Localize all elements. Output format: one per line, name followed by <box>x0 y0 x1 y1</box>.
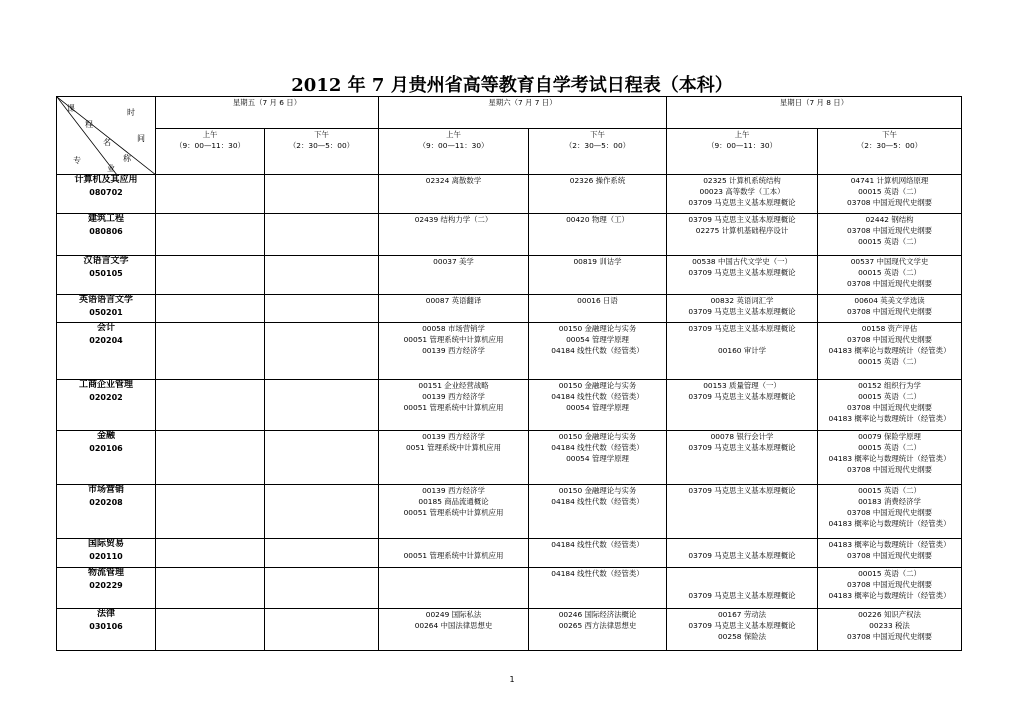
exam-subject: 04184 线性代数（经管类） <box>551 497 644 506</box>
exam-subject: 03708 中国近现代史纲要 <box>847 508 932 517</box>
corner-label: 名 <box>103 138 111 147</box>
exam-cell <box>529 431 667 485</box>
exam-cell <box>379 380 529 431</box>
exam-subject: 03709 马克思主义基本原理概论 <box>688 307 796 316</box>
exam-cell <box>156 431 265 485</box>
major-code: 020110 <box>89 552 123 561</box>
pm-time: （2：30—5：00） <box>564 141 631 150</box>
exam-subject: 00604 英美文学选读 <box>854 296 925 305</box>
exam-subject: 00015 英语（二） <box>858 486 921 495</box>
day-header-sunday: 星期日（7 月 8 日） <box>667 97 962 129</box>
exam-cell <box>156 256 265 295</box>
exam-subject: 00015 英语（二） <box>858 357 921 366</box>
exam-cell <box>667 568 818 609</box>
exam-cell <box>379 323 529 380</box>
exam-subject: 00058 市场营销学 <box>422 324 485 333</box>
session-header-pm <box>265 129 379 175</box>
am-label: 上午 <box>734 130 750 139</box>
exam-subject: 02275 计算机基础程序设计 <box>695 226 789 235</box>
exam-subject: 03709 马克思主义基本原理概论 <box>688 486 796 495</box>
major-cell <box>57 485 156 539</box>
day-header-saturday: 星期六（7 月 7 日） <box>379 97 667 129</box>
exam-subject: 03708 中国近现代史纲要 <box>847 551 932 560</box>
exam-subject: 04183 概率论与数理统计（经管类） <box>828 591 951 600</box>
exam-cell <box>667 214 818 256</box>
exam-subject: 00246 国际经济法概论 <box>558 610 637 619</box>
exam-subject: 03708 中国近现代史纲要 <box>847 465 932 474</box>
exam-subject: 00150 金融理论与实务 <box>558 486 637 495</box>
major-name: 建筑工程 <box>87 214 124 224</box>
exam-subject <box>669 568 815 579</box>
exam-subject: 02324 离散数学 <box>425 176 482 185</box>
exam-subject: 00152 组织行为学 <box>858 381 921 390</box>
major-code: 020204 <box>89 336 123 345</box>
exam-subject: 02439 结构力学（二） <box>414 215 493 224</box>
major-cell <box>57 323 156 380</box>
exam-cell <box>667 295 818 323</box>
exam-subject: 00249 国际私法 <box>425 610 482 619</box>
exam-subject: 0051 管理系统中计算机应用 <box>405 443 502 452</box>
major-cell <box>57 431 156 485</box>
exam-cell <box>379 214 529 256</box>
exam-cell <box>529 539 667 568</box>
exam-cell <box>265 539 379 568</box>
exam-subject: 03709 马克思主义基本原理概论 <box>688 392 796 401</box>
exam-subject: 04183 概率论与数理统计（经管类） <box>828 454 951 463</box>
major-name: 市场营销 <box>87 485 124 495</box>
major-code: 020202 <box>89 393 123 402</box>
major-name: 工商企业管理 <box>78 380 133 390</box>
exam-subject <box>669 334 815 345</box>
exam-cell <box>265 295 379 323</box>
major-name: 国际贸易 <box>87 539 124 549</box>
exam-subject: 04183 概率论与数理统计（经管类） <box>828 519 951 528</box>
exam-subject: 00015 英语（二） <box>858 443 921 452</box>
exam-subject: 00051 管理系统中计算机应用 <box>403 551 504 560</box>
exam-subject: 00016 日语 <box>577 296 618 305</box>
corner-label: 称 <box>123 154 131 163</box>
exam-cell <box>818 485 962 539</box>
exam-cell <box>265 175 379 214</box>
pm-time: （2：30—5：00） <box>288 141 355 150</box>
major-name: 法律 <box>96 609 115 619</box>
exam-subject: 03708 中国近现代史纲要 <box>847 580 932 589</box>
exam-cell <box>156 214 265 256</box>
exam-cell <box>379 485 529 539</box>
exam-cell <box>265 485 379 539</box>
exam-subject: 00183 消费经济学 <box>858 497 921 506</box>
exam-subject: 00054 管理学原理 <box>566 335 629 344</box>
exam-cell <box>379 295 529 323</box>
exam-cell <box>667 256 818 295</box>
header-corner-cell <box>57 97 156 175</box>
exam-subject: 00258 保险法 <box>717 632 767 641</box>
exam-subject: 00139 西方经济学 <box>422 486 485 495</box>
exam-subject: 00537 中国现代文学史 <box>850 257 929 266</box>
corner-label: 业 <box>107 164 115 173</box>
exam-cell <box>818 295 962 323</box>
major-name: 汉语言文学 <box>83 256 129 266</box>
exam-subject: 00150 金融理论与实务 <box>558 381 637 390</box>
exam-cell <box>529 256 667 295</box>
corner-label: 间 <box>137 134 145 143</box>
exam-cell <box>818 568 962 609</box>
major-cell <box>57 609 156 651</box>
exam-subject: 03708 中国近现代史纲要 <box>847 279 932 288</box>
exam-subject: 03709 马克思主义基本原理概论 <box>688 621 796 630</box>
exam-subject: 03708 中国近现代史纲要 <box>847 632 932 641</box>
exam-subject <box>381 539 526 550</box>
major-code: 080806 <box>89 227 123 236</box>
major-name: 会计 <box>96 323 115 333</box>
exam-subject: 00015 英语（二） <box>858 237 921 246</box>
major-cell <box>57 256 156 295</box>
exam-cell <box>379 175 529 214</box>
exam-subject: 00054 管理学原理 <box>566 454 629 463</box>
exam-subject: 00139 西方经济学 <box>422 432 485 441</box>
exam-subject: 03708 中国近现代史纲要 <box>847 198 932 207</box>
exam-subject: 04184 线性代数（经管类） <box>551 443 644 452</box>
exam-cell <box>156 380 265 431</box>
session-header-am <box>379 129 529 175</box>
exam-cell <box>818 380 962 431</box>
exam-cell <box>156 485 265 539</box>
exam-cell <box>818 214 962 256</box>
exam-subject: 02442 钢结构 <box>865 215 914 224</box>
exam-subject <box>669 539 815 550</box>
session-header-pm <box>818 129 962 175</box>
pm-label: 下午 <box>882 130 897 139</box>
exam-subject: 03708 中国近现代史纲要 <box>847 335 932 344</box>
exam-cell <box>529 175 667 214</box>
exam-subject: 03708 中国近现代史纲要 <box>847 307 932 316</box>
table-row <box>57 539 962 568</box>
exam-cell <box>667 539 818 568</box>
exam-cell <box>529 609 667 651</box>
exam-subject <box>669 579 815 590</box>
exam-cell <box>156 295 265 323</box>
exam-cell <box>379 539 529 568</box>
exam-cell <box>818 323 962 380</box>
exam-subject: 00015 英语（二） <box>858 187 921 196</box>
exam-cell <box>156 175 265 214</box>
pm-label: 下午 <box>590 130 605 139</box>
major-code: 050105 <box>89 269 123 278</box>
exam-subject: 00037 美学 <box>433 257 474 266</box>
exam-subject: 00139 西方经济学 <box>422 346 485 355</box>
exam-subject: 00151 企业经营战略 <box>418 381 489 390</box>
exam-subject: 04741 计算机网络原理 <box>850 176 929 185</box>
exam-cell <box>265 431 379 485</box>
page-title: 2012 年 7 月贵州省高等教育自学考试日程表（本科） <box>291 75 733 96</box>
am-time: （9：00—11：30） <box>175 141 245 150</box>
pm-label: 下午 <box>314 130 329 139</box>
exam-subject: 00420 物理（工） <box>566 215 629 224</box>
exam-cell <box>265 609 379 651</box>
exam-cell <box>265 323 379 380</box>
exam-cell <box>265 256 379 295</box>
major-code: 050201 <box>89 308 123 317</box>
table-row <box>57 295 962 323</box>
exam-subject: 00015 英语（二） <box>858 569 921 578</box>
exam-cell <box>667 323 818 380</box>
exam-subject: 03708 中国近现代史纲要 <box>847 226 932 235</box>
major-cell <box>57 214 156 256</box>
day-header-friday: 星期五（7 月 6 日） <box>156 97 379 129</box>
exam-subject: 00160 审计学 <box>717 346 767 355</box>
exam-subject: 00226 知识产权法 <box>858 610 921 619</box>
major-cell <box>57 568 156 609</box>
exam-subject: 00185 商品流通概论 <box>418 497 489 506</box>
exam-cell <box>529 485 667 539</box>
exam-subject: 04184 线性代数（经管类） <box>551 540 644 549</box>
exam-cell <box>529 323 667 380</box>
exam-cell <box>667 609 818 651</box>
exam-subject: 00051 管理系统中计算机应用 <box>403 335 504 344</box>
table-row <box>57 256 962 295</box>
exam-subject: 03709 马克思主义基本原理概论 <box>688 198 796 207</box>
am-time: （9：00—11：30） <box>418 141 489 150</box>
exam-subject: 00023 高等数学（工本） <box>699 187 785 196</box>
exam-cell <box>667 431 818 485</box>
exam-subject: 00819 训诂学 <box>573 257 622 266</box>
exam-subject: 03709 马克思主义基本原理概论 <box>688 215 796 224</box>
exam-cell <box>818 539 962 568</box>
exam-subject: 00167 劳动法 <box>717 610 767 619</box>
exam-subject: 00153 质量管理（一） <box>703 381 781 390</box>
exam-subject: 00139 西方经济学 <box>422 392 485 401</box>
am-time: （9：00—11：30） <box>707 141 777 150</box>
exam-cell <box>265 214 379 256</box>
session-header-am <box>156 129 265 175</box>
corner-label: 时 <box>127 108 135 117</box>
exam-subject: 00054 管理学原理 <box>566 403 629 412</box>
table-row <box>57 609 962 651</box>
major-name: 金融 <box>96 431 115 441</box>
exam-subject: 02325 计算机系统结构 <box>703 176 781 185</box>
exam-subject: 03708 中国近现代史纲要 <box>847 403 932 412</box>
major-cell <box>57 539 156 568</box>
am-label: 上午 <box>202 130 218 139</box>
exam-subject: 04183 概率论与数理统计（经管类） <box>828 414 951 423</box>
exam-subject: 03709 马克思主义基本原理概论 <box>688 443 796 452</box>
exam-subject: 03709 马克思主义基本原理概论 <box>688 268 796 277</box>
exam-subject: 03709 马克思主义基本原理概论 <box>688 324 796 333</box>
exam-cell <box>529 568 667 609</box>
exam-cell <box>379 431 529 485</box>
exam-cell <box>818 609 962 651</box>
major-code: 080702 <box>89 188 123 197</box>
exam-subject: 03709 马克思主义基本原理概论 <box>688 551 796 560</box>
table-row <box>57 380 962 431</box>
table-row <box>57 323 962 380</box>
exam-cell <box>818 431 962 485</box>
page-number: 1 <box>509 675 515 684</box>
exam-cell <box>529 380 667 431</box>
exam-subject: 00265 西方法律思想史 <box>558 621 637 630</box>
exam-cell <box>529 295 667 323</box>
corner-label: 程 <box>85 120 93 129</box>
exam-subject: 04184 线性代数（经管类） <box>551 569 644 578</box>
exam-cell <box>265 568 379 609</box>
table-row <box>57 568 962 609</box>
exam-subject: 00015 英语（二） <box>858 268 921 277</box>
table-row <box>57 214 962 256</box>
exam-cell <box>379 256 529 295</box>
major-code: 020208 <box>89 498 123 507</box>
am-label: 上午 <box>446 130 461 139</box>
schedule-table <box>56 96 962 651</box>
exam-subject: 04184 线性代数（经管类） <box>551 392 644 401</box>
exam-subject: 00832 英语词汇学 <box>710 296 774 305</box>
exam-cell <box>667 485 818 539</box>
exam-cell <box>379 568 529 609</box>
exam-cell <box>379 609 529 651</box>
exam-subject: 00079 保险学原理 <box>858 432 921 441</box>
exam-subject: 00051 管理系统中计算机应用 <box>403 403 504 412</box>
exam-subject: 03709 马克思主义基本原理概论 <box>688 591 796 600</box>
major-cell <box>57 295 156 323</box>
exam-subject: 00150 金融理论与实务 <box>558 324 637 333</box>
exam-cell <box>265 380 379 431</box>
table-row <box>57 175 962 214</box>
major-cell <box>57 380 156 431</box>
exam-subject: 00087 英语翻译 <box>425 296 482 305</box>
corner-label: 课 <box>67 104 75 113</box>
pm-time: （2：30—5：00） <box>856 141 923 150</box>
exam-subject: 00150 金融理论与实务 <box>558 432 637 441</box>
exam-subject: 00158 资产评估 <box>861 324 918 333</box>
major-code: 020106 <box>89 444 123 453</box>
exam-cell <box>156 568 265 609</box>
exam-cell <box>818 175 962 214</box>
exam-subject: 02326 操作系统 <box>569 176 626 185</box>
session-header-pm <box>529 129 667 175</box>
exam-subject: 04183 概率论与数理统计（经管类） <box>828 540 951 549</box>
exam-cell <box>156 539 265 568</box>
exam-subject: 00264 中国法律思想史 <box>414 621 493 630</box>
major-code: 030106 <box>89 622 123 631</box>
exam-subject: 00078 银行会计学 <box>710 432 774 441</box>
major-cell <box>57 175 156 214</box>
exam-cell <box>529 214 667 256</box>
table-row <box>57 431 962 485</box>
exam-subject: 00015 英语（二） <box>858 392 921 401</box>
exam-subject: 00051 管理系统中计算机应用 <box>403 508 504 517</box>
exam-cell <box>818 256 962 295</box>
major-name: 物流管理 <box>87 568 124 578</box>
major-name: 计算机及其应用 <box>74 175 138 185</box>
exam-subject: 00538 中国古代文学史（一） <box>692 257 792 266</box>
exam-cell <box>156 323 265 380</box>
major-name: 英语语言文学 <box>78 295 133 305</box>
corner-label: 专 <box>73 156 81 165</box>
exam-cell <box>667 175 818 214</box>
session-header-am <box>667 129 818 175</box>
exam-subject: 00233 税法 <box>869 621 910 630</box>
exam-cell <box>667 380 818 431</box>
table-row <box>57 485 962 539</box>
exam-cell <box>156 609 265 651</box>
major-code: 020229 <box>89 581 123 590</box>
exam-subject: 04183 概率论与数理统计（经管类） <box>828 346 951 355</box>
exam-subject: 04184 线性代数（经管类） <box>551 346 644 355</box>
